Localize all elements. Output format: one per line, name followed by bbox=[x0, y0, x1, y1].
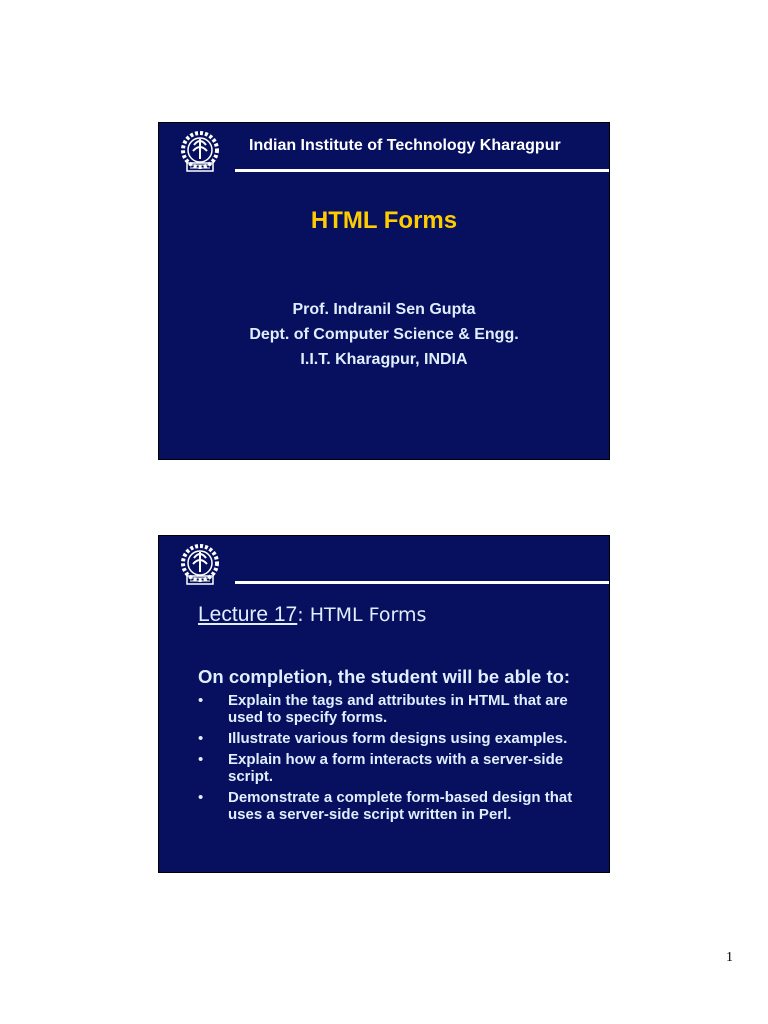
bullet-marker: • bbox=[198, 692, 204, 709]
bullet-marker: • bbox=[198, 751, 204, 768]
institute-name: Indian Institute of Technology Kharagpur bbox=[249, 137, 561, 154]
list-item: • Explain how a form interacts with a server-side script. bbox=[198, 751, 564, 785]
list-item: • Demonstrate a complete form-based design that uses a server-side script written in Perl. bbox=[198, 789, 573, 823]
iit-kharagpur-seal-icon bbox=[177, 542, 223, 588]
objectives-intro: On completion, the student will be able to: bbox=[198, 666, 571, 687]
bullet-marker: • bbox=[198, 789, 204, 806]
author-block bbox=[159, 297, 609, 372]
page-number: 1 bbox=[726, 950, 733, 965]
lecture-title: : HTML Forms bbox=[297, 604, 427, 626]
list-item: • Explain the tags and attributes in HTML that are used to specify forms. bbox=[198, 692, 568, 726]
author-institute: I.I.T. Kharagpur, INDIA bbox=[300, 351, 468, 368]
lecture-number: Lecture 17 bbox=[198, 603, 298, 626]
author-department: Dept. of Computer Science & Engg. bbox=[249, 326, 519, 343]
title-slide bbox=[158, 122, 610, 460]
bullet-marker: • bbox=[198, 730, 204, 747]
header-rule bbox=[235, 581, 609, 584]
lecture-heading bbox=[198, 603, 426, 627]
objectives-slide bbox=[158, 535, 610, 873]
author-name: Prof. Indranil Sen Gupta bbox=[292, 301, 476, 318]
iit-kharagpur-seal-icon bbox=[177, 129, 223, 175]
list-item: • Illustrate various form designs using examples. bbox=[198, 730, 568, 747]
header-rule bbox=[235, 169, 609, 172]
slide-title: HTML Forms bbox=[310, 207, 458, 234]
objectives-list bbox=[198, 692, 603, 827]
